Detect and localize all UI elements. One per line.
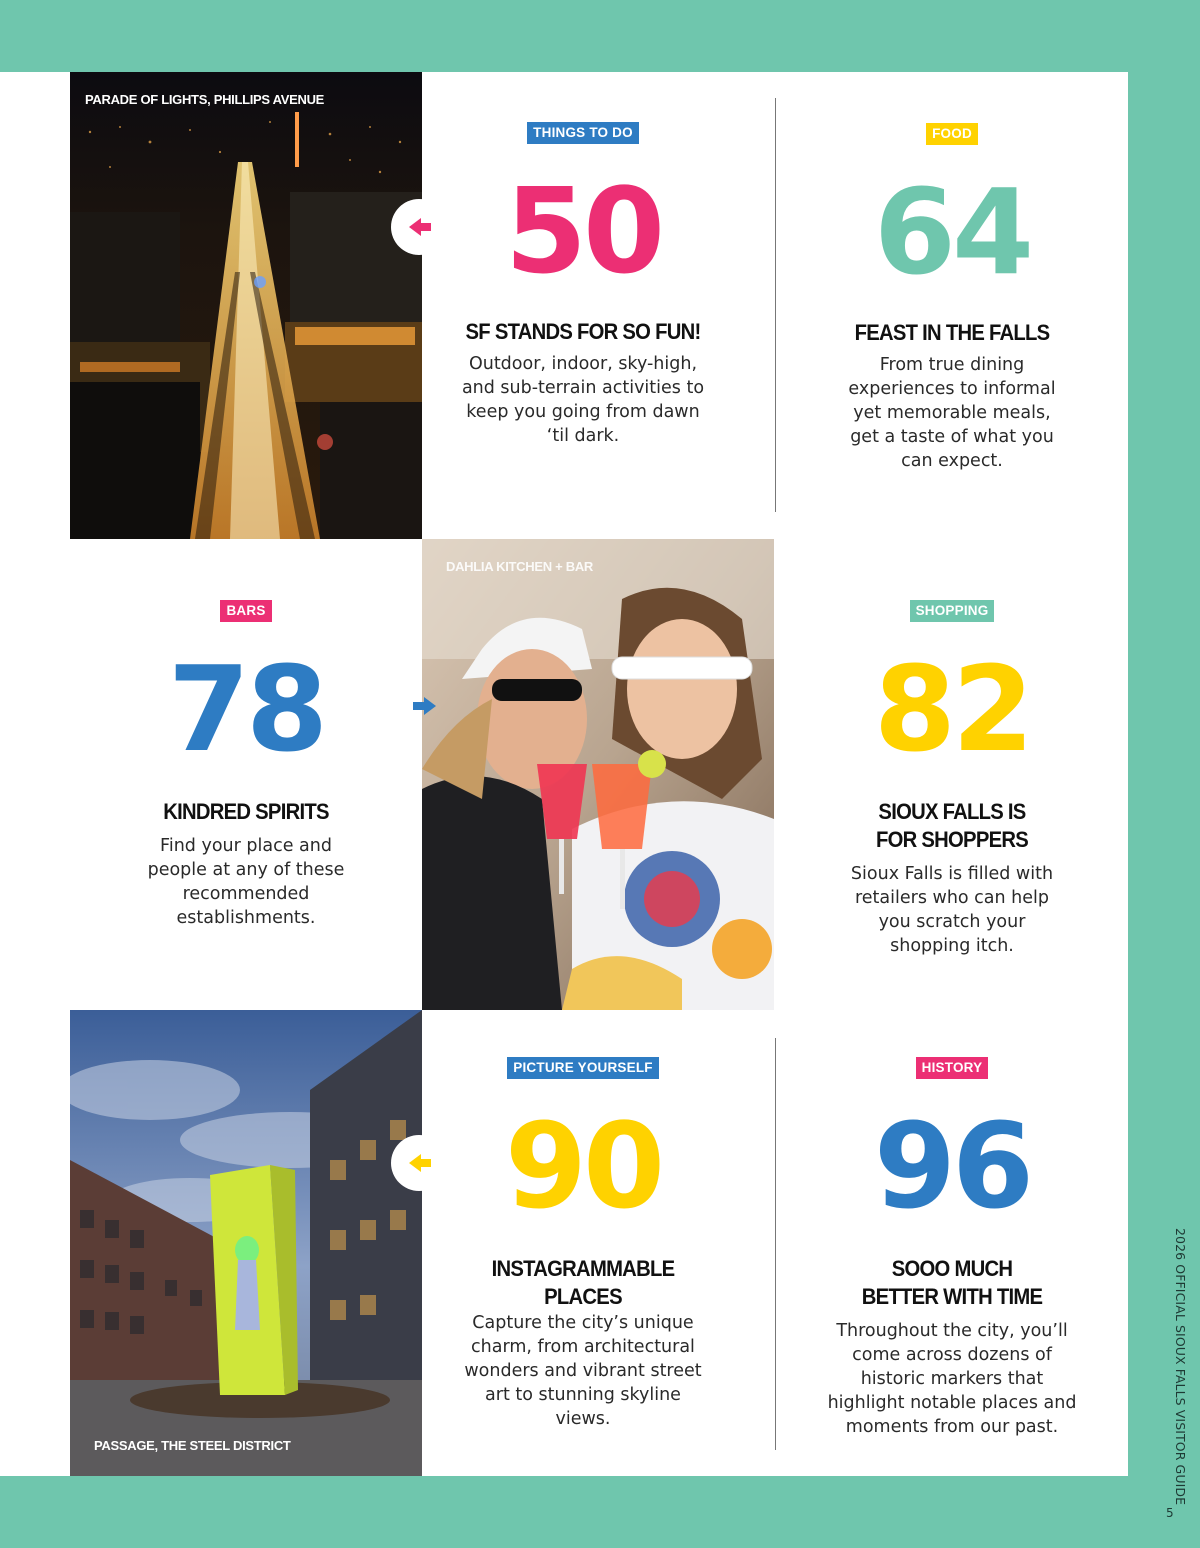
stat-shopping [776,600,1128,958]
category-tag: BARS [220,600,271,622]
stat-number: 50 [504,162,662,300]
stat-headline: SIOUX FALLS IS FOR SHOPPERS [875,799,1029,852]
stat-headline: KINDRED SPIRITS [163,799,329,824]
stat-number: 96 [873,1097,1031,1235]
stat-number: 78 [167,640,325,778]
stat-headline: FEAST IN THE FALLS [854,320,1050,345]
stat-number: 82 [873,640,1031,778]
stat-description: From true dining experiences to informal yet memorable meals, get a taste of what you can expect. [848,355,1056,471]
photo-caption: DAHLIA KITCHEN + BAR [446,559,593,574]
stat-description: Sioux Falls is filled with retailers who can help you scratch your shopping itch. [850,864,1054,956]
stat-picture-yourself [407,1057,759,1431]
stat-description: Throughout the city, you’ll come across dozens of historic markers that highlight notable places and moments from our past. [827,1321,1077,1437]
stat-food [776,123,1128,473]
parade-of-lights-photo [70,72,422,539]
photo-caption: PASSAGE, THE STEEL DISTRICT [94,1438,291,1453]
guide-title: 2026 OFFICIAL SIOUX FALLS VISITOR GUIDE [1173,1228,1188,1506]
category-tag: FOOD [926,123,978,145]
stat-headline: INSTAGRAMMABLE PLACES [491,1256,675,1309]
stat-history [776,1057,1128,1439]
steel-district-photo [70,1010,422,1476]
stat-headline: SF STANDS FOR SO FUN! [465,319,701,344]
stat-things-to-do [407,122,759,448]
stat-description: Find your place and people at any of these recommended establishments. [147,836,345,928]
stat-number: 90 [504,1097,662,1235]
stat-description: Capture the city’s unique charm, from architectural wonders and vibrant street art to stunning skyline views. [464,1313,702,1429]
category-tag: HISTORY [916,1057,989,1079]
stat-description: Outdoor, indoor, sky-high, and sub-terrain activities to keep you going from dawn ‘til dark. [461,354,705,446]
category-tag: THINGS TO DO [527,122,639,144]
category-tag: PICTURE YOURSELF [507,1057,658,1079]
page-number: 5 [1166,1506,1174,1520]
dahlia-kitchen-photo [422,539,774,1010]
category-tag: SHOPPING [910,600,995,622]
stat-number: 64 [873,163,1031,301]
stat-headline: SOOO MUCH BETTER WITH TIME [861,1256,1043,1309]
photo-caption: PARADE OF LIGHTS, PHILLIPS AVENUE [85,92,325,107]
stat-bars [70,600,422,930]
